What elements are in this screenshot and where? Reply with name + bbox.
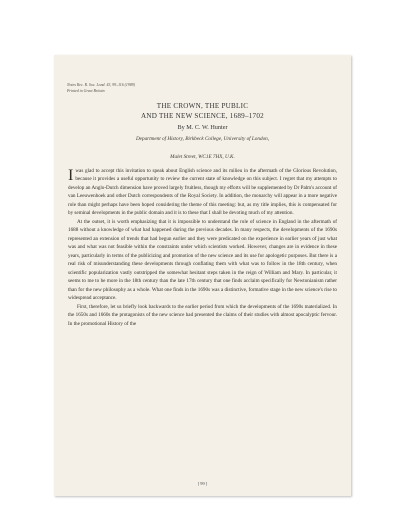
citation-line: Notes Rec. R. Soc. Lond. 43, 99–116 (1989) <box>67 83 136 87</box>
article-title-line1: THE CROWN, THE PUBLIC <box>156 102 249 110</box>
article-body <box>68 167 337 328</box>
journal-page <box>54 55 351 496</box>
paragraph-1 <box>68 167 337 218</box>
citation-block <box>67 83 135 94</box>
article-title-line2: AND THE NEW SCIENCE, 1689–1702 <box>141 112 264 120</box>
printed-in-line: Printed in Great Britain <box>67 88 105 93</box>
paragraph-3: First, therefore, let us briefly look backwards to the earlier period from which the developments of the 1690s materialized. In the 1650s and 1660s the protagonists of the new science had presented the claims of their studies with almost apocalyptic fervour. In the promotional History of the <box>68 303 337 327</box>
page-number: [ 99 ] <box>197 481 208 486</box>
affiliation-line1: Department of History, Birkbeck College, University of London, <box>135 136 270 142</box>
affiliation-line2: Malet Street, WC1E 7HX, U.K. <box>170 154 235 160</box>
author-byline: By M. C. W. Hunter <box>177 124 228 131</box>
paragraph-1-text: was glad to accept this invitation to speak about English science and its milieu in the aftermath of the Glorious Revolution, because it provides a useful opportunity to review the current state of knowledge on this subject. I regret that my attempts to develop an Anglo-Dutch dimension have proved largely fruitless, though my efforts will be supplemented by Dr Palm's account of van Leeuwenhoek and other Dutch correspondents of the Royal Society. In addition, the monarchy will appear in a more negative role than might perhaps have been hoped considering the theme of this meeting: but, as my title implies, this is compensated for by seminal developments in the public domain and it is to these that I shall be devoting much of my attention. <box>68 168 337 217</box>
drop-cap: I <box>68 167 74 184</box>
paragraph-2: At the outset, it is worth emphasizing that it is impossible to understand the role of science in England in the aftermath of 1688 without a knowledge of what had happened during the previous decades. In many respects, the developments of the 1690s represented an extension of trends that had begun earlier and they were predicated on the experience in earlier years of just what was and what was not feasible within the constraints under which scientists worked. However, changes are in evidence in these years, particularly in terms of the publicizing and promotion of the new science and its use for apologetic purposes. But there is a real risk of misunderstanding these developments through conflating them with what was to follow in the 18th century, when scientific popularization vastly outstripped the somewhat hesitant steps taken in the reign of William and Mary. In particular, it seems to me to be more in the 18th century than the late 17th century that one finds acclaim specifically for Newtonianism rather than for the new philosophy as a whole. What one finds in the 1690s was a distinctive, formative stage in the new science's rise to widespread acceptance. <box>68 218 337 302</box>
